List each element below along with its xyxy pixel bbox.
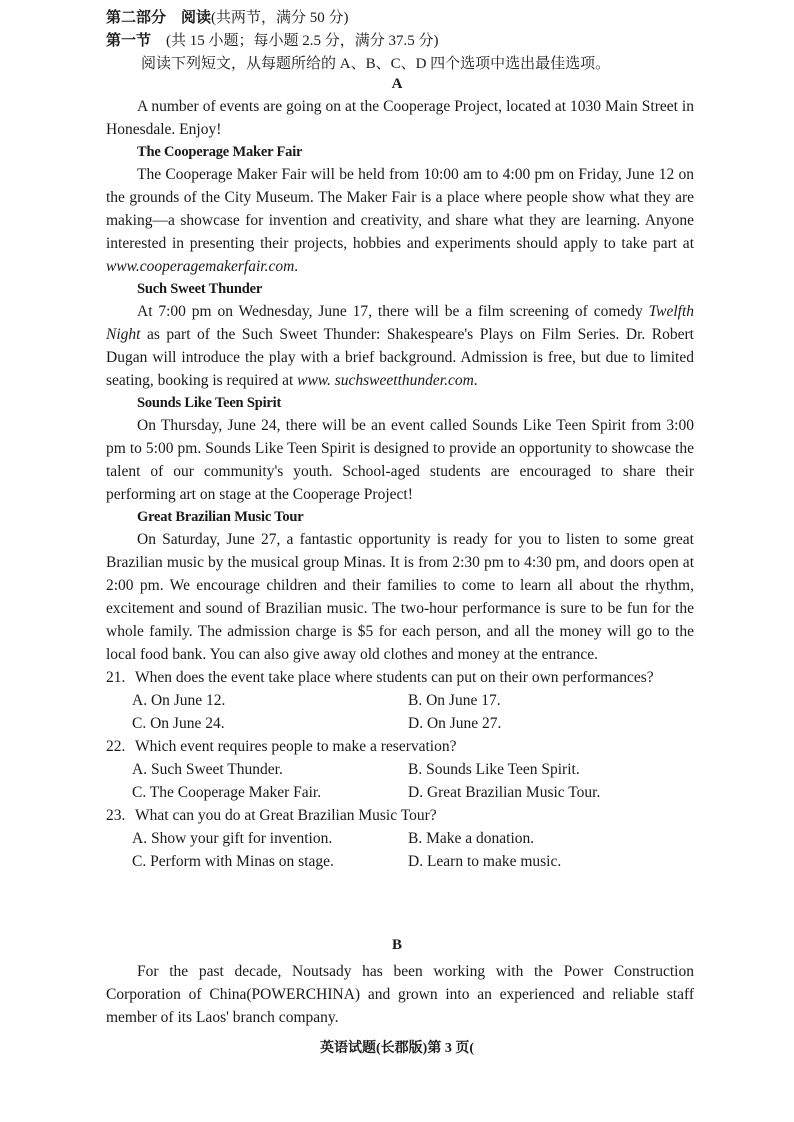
- option-c[interactable]: C. On June 24.: [132, 715, 225, 732]
- option-a[interactable]: A. Such Sweet Thunder.: [132, 761, 283, 778]
- instructions: 阅读下列短文，从每题所给的 A、B、C、D 四个选项中选出最佳选项。: [141, 56, 611, 72]
- question-stem: What can you do at Great Brazilian Music Tour?: [135, 807, 437, 824]
- option-d[interactable]: D. Learn to make music.: [408, 853, 562, 870]
- options-row: [106, 758, 694, 781]
- option-b[interactable]: B. On June 17.: [408, 692, 501, 709]
- event-title-teen-spirit: Sounds Like Teen Spirit: [137, 395, 282, 411]
- option-b[interactable]: B. Sounds Like Teen Spirit.: [408, 761, 580, 778]
- passage-a: [106, 95, 694, 873]
- question-23: [106, 804, 694, 827]
- options-row: [106, 850, 694, 873]
- option-a[interactable]: A. On June 12.: [132, 692, 226, 709]
- option-a[interactable]: A. Show your gift for invention.: [132, 830, 333, 847]
- event-text-span: .: [294, 258, 299, 275]
- options-row: [106, 827, 694, 850]
- film-title: Twelfth Night: [106, 303, 694, 343]
- question-22: [106, 735, 694, 758]
- event-title-sweet-thunder: Such Sweet Thunder: [137, 281, 263, 297]
- option-d[interactable]: D. On June 27.: [408, 715, 502, 732]
- event-title-brazilian-music: Great Brazilian Music Tour: [137, 509, 304, 525]
- section-note: (共 15 小题；每小题 2.5 分，满分 37.5 分): [166, 33, 439, 49]
- event-text-span: At 7:00 pm on Wednesday, June 17, there will be a film screening of comedy: [137, 303, 649, 320]
- question-number: 23.: [106, 807, 126, 824]
- options-row: [106, 712, 694, 735]
- passage-b: [106, 960, 694, 1029]
- event-text-teen-spirit: On Thursday, June 24, there will be an event called Sounds Like Teen Spirit from 3:00 pm to 5:00 pm. Sounds Like Teen Spirit is designed to provide an opportunity to showcase the talent of our community's youth. School-aged students are encouraged to share their performing art on stage at the Cooperage Project!: [106, 417, 694, 503]
- passage-a-intro: A number of events are going on at the Cooperage Project, located at 1030 Main Street in Honesdale. Enjoy!: [106, 98, 694, 138]
- option-c[interactable]: C. Perform with Minas on stage.: [132, 853, 334, 870]
- option-b[interactable]: B. Make a donation.: [408, 830, 535, 847]
- event-title-maker-fair: The Cooperage Maker Fair: [137, 144, 303, 160]
- option-d[interactable]: D. Great Brazilian Music Tour.: [408, 784, 601, 801]
- event-text-span: as part of the Such Sweet Thunder: Shakespeare's Plays on Film Series. Dr. Robert Dugan will introduce the play with a brief background. Admission is free, but due to limited seating, booking is required at: [106, 326, 694, 389]
- section-title: 第一节: [106, 33, 152, 49]
- maker-fair-url: www.cooperagemakerfair.com: [106, 258, 295, 275]
- part-title: 第二部分 阅读: [106, 10, 212, 26]
- event-text-brazilian-music: On Saturday, June 27, a fantastic opportunity is ready for you to listen to some great Brazilian music by the musical group Minas. It is from 2:30 pm to 4:30 pm, and doors open at 2:00 pm. We encourage children and their families to come to learn all about the rhythm, excitement and sound of Brazilian music. The two-hour performance is sure to be fun for the whole family. The admission charge is $5 for each person, and all the money will go to the local food bank. You can also give away old clothes and money at the entrance.: [106, 531, 694, 663]
- event-text-sweet-thunder: [106, 300, 694, 392]
- option-c[interactable]: C. The Cooperage Maker Fair.: [132, 784, 322, 801]
- sweet-thunder-url: www. suchsweetthunder.com: [297, 372, 474, 389]
- question-stem: When does the event take place where students can put on their own performances?: [135, 669, 654, 686]
- question-21: [106, 666, 694, 689]
- event-text-maker-fair: [106, 163, 694, 278]
- question-stem: Which event requires people to make a reservation?: [135, 738, 457, 755]
- part-note: (共两节，满分 50 分): [211, 10, 349, 26]
- part-heading: [106, 6, 349, 27]
- passage-b-letter: B: [391, 937, 402, 953]
- question-number: 21.: [106, 669, 126, 686]
- options-row: [106, 689, 694, 712]
- section-heading: [106, 29, 439, 50]
- passage-a-letter: A: [391, 76, 403, 92]
- page-footer: 英语试题(长郡版)第 3 页(: [320, 1041, 474, 1056]
- passage-b-intro: For the past decade, Noutsady has been working with the Power Construction Corporation of China(POWERCHINA) and grown into an experienced and reliable staff member of its Laos' branch company.: [106, 963, 694, 1026]
- question-number: 22.: [106, 738, 126, 755]
- event-text-span: The Cooperage Maker Fair will be held from 10:00 am to 4:00 pm on Friday, June 12 on the grounds of the City Museum. The Maker Fair is a place where people show what they are making—a showcase for invention and creativity, and share what they are learning. Anyone interested in presenting their projects, hobbies and experiments should apply to take part at: [106, 166, 694, 252]
- event-text-span: .: [473, 372, 478, 389]
- options-row: [106, 781, 694, 804]
